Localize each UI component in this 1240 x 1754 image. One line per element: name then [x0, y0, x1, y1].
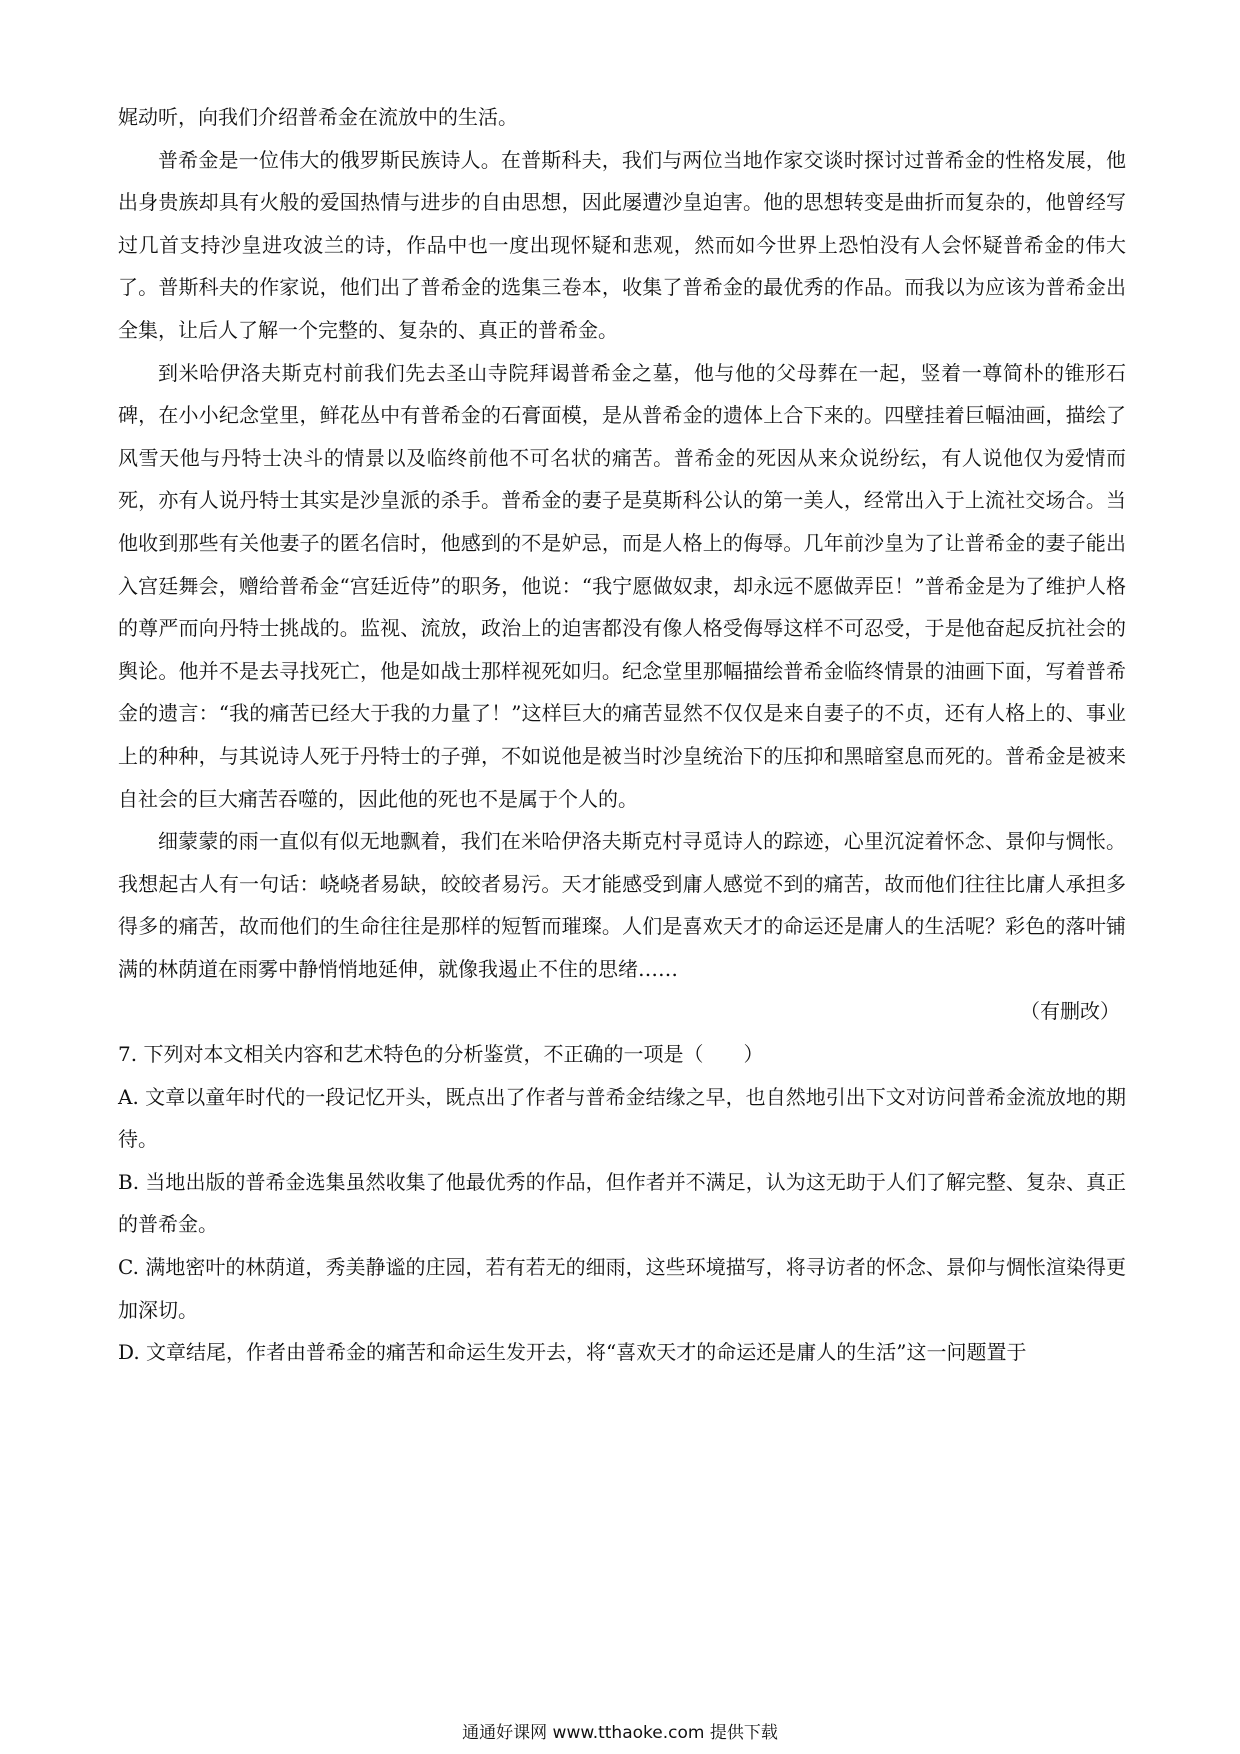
source-note: （有删改）	[1020, 999, 1120, 1024]
question-stem: 7. 下列对本文相关内容和艺术特色的分析鉴赏，不正确的一项是（ ）	[118, 1042, 764, 1067]
option-b: B. 当地出版的普希金选集虽然收集了他最优秀的作品，但作者并不满足，认为这无助于人们了解完整、复杂、真正的普希金。	[118, 1169, 1126, 1237]
paragraph-continuation: 娓动听，向我们介绍普希金在流放中的生活。	[118, 105, 518, 129]
paragraph-pushkin-greatness: 普希金是一位伟大的俄罗斯民族诗人。在普斯科夫，我们与两位当地作家交谈时探讨过普希金的性格发展，他出身贵族却具有火般的爱国热情与进步的自由思想，因此屡遭沙皇迫害。他的思想转变是曲折而复杂的，他曾经写过几首支持沙皇进攻波兰的诗，作品中也一度出现怀疑和悲观，然而如今世界上恐怕没有人会怀疑普希金的伟大了。普斯科夫的作家说，他们出了普希金的选集三卷本，收集了普希金的最优秀的作品。而我以为应该为普希金出全集，让后人了解一个完整的、复杂的、真正的普希金。	[118, 147, 1126, 342]
paragraph-rain-reflection: 细蒙蒙的雨一直似有似无地飘着，我们在米哈伊洛夫斯克村寻觅诗人的踪迹，心里沉淀着怀念、景仰与惆怅。我想起古人有一句话：峣峣者易缺，皎皎者易污。天才能感受到庸人感觉不到的痛苦，故而他们往往比庸人承担多得多的痛苦，故而他们的生命往往是那样的短暂而璀璨。人们是喜欢天才的命运还是庸人的生活呢？彩色的落叶铺满的林荫道在雨雾中静悄悄地延伸，就像我遏止不住的思绪……	[118, 829, 1126, 981]
article-body	[118, 96, 1126, 1374]
page-footer: 通通好课网 www.tthaoke.com 提供下载	[462, 1723, 778, 1743]
question-7	[118, 1033, 1126, 1374]
paragraph-pushkin-tomb: 到米哈伊洛夫斯克村前我们先去圣山寺院拜谒普希金之墓，他与他的父母葬在一起，竖着一尊简朴的锥形石碑，在小小纪念堂里，鲜花丛中有普希金的石膏面模，是从普希金的遗体上合下来的。四壁挂着巨幅油画，描绘了风雪天他与丹特士决斗的情景以及临终前他不可名状的痛苦。普希金的死因从来众说纷纭，有人说他仅为爱情而死，亦有人说丹特士其实是沙皇派的杀手。普希金的妻子是莫斯科公认的第一美人，经常出入于上流社交场合。当他收到那些有关他妻子的匿名信时，他感到的不是妒忌，而是人格上的侮辱。几年前沙皇为了让普希金的妻子能出入宫廷舞会，赠给普希金“宫廷近侍”的职务，他说：“我宁愿做奴隶，却永远不愿做弄臣！”普希金是为了维护人格的尊严而向丹特士挑战的。监视、流放，政治上的迫害都没有像人格受侮辱这样不可忍受，于是他奋起反抗社会的舆论。他并不是去寻找死亡，他是如战士那样视死如归。纪念堂里那幅描绘普希金临终情景的油画下面，写着普希金的遗言：“我的痛苦已经大于我的力量了！”这样巨大的痛苦显然不仅仅是来自妻子的不贞，还有人格上的、事业上的种种，与其说诗人死于丹特士的子弹，不如说他是被当时沙皇统治下的压抑和黑暗窒息而死的。普希金是被来自社会的巨大痛苦吞噬的，因此他的死也不是属于个人的。	[118, 360, 1126, 811]
option-d: D. 文章结尾，作者由普希金的痛苦和命运生发开去，将“喜欢天才的命运还是庸人的生活”这一问题置于	[118, 1340, 1027, 1365]
option-c: C. 满地密叶的林荫道，秀美静谧的庄园，若有若无的细雨，这些环境描写，将寻访者的怀念、景仰与惆怅渲染得更加深切。	[118, 1255, 1126, 1322]
option-a: A. 文章以童年时代的一段记忆开头，既点出了作者与普希金结缘之早，也自然地引出下文对访问普希金流放地的期待。	[118, 1084, 1126, 1152]
